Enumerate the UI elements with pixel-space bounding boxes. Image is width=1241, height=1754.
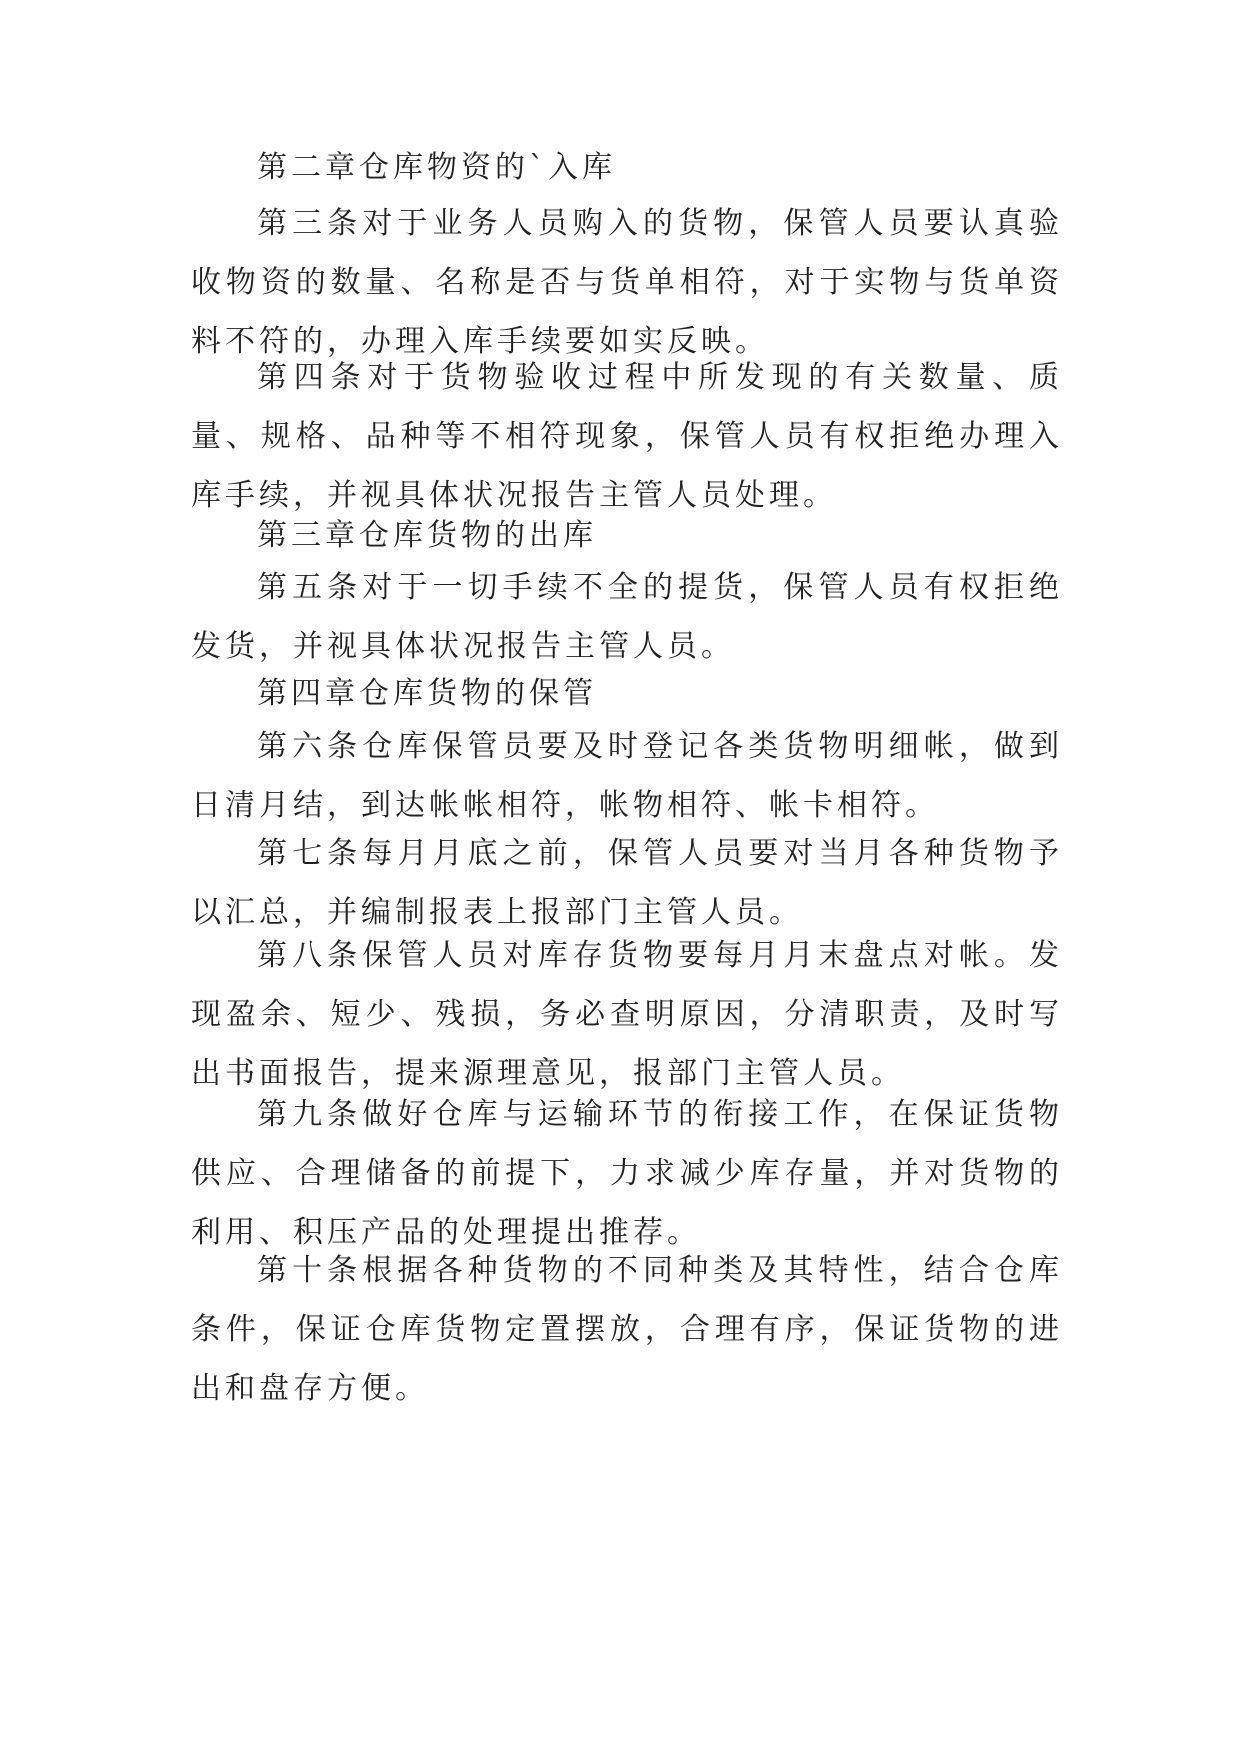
article-7-paragraph: 第七条每月月底之前，保管人员要对当月各种货物予以汇总，并编制报表上报部门主管人员。 (191, 836, 1063, 930)
article-6-paragraph: 第六条仓库保管员要及时登记各类货物明细帐，做到日清月结，到达帐帐相符，帐物相符、帐卡相符。 (191, 729, 1063, 823)
article-3-paragraph: 第三条对于业务人员购入的货物，保管人员要认真验收物资的数量、名称是否与货单相符，对于实物与货单资料不符的，办理入库手续要如实反映。 (191, 206, 1063, 359)
article-9-paragraph: 第九条做好仓库与运输环节的衔接工作，在保证货物供应、合理储备的前提下，力求减少库存量，并对货物的利用、积压产品的处理提出推荐。 (191, 1097, 1063, 1250)
article-8-paragraph: 第八条保管人员对库存货物要每月月末盘点对帐。发现盈余、短少、残损，务必查明原因，分清职责，及时写出书面报告，提来源理意见，报部门主管人员。 (191, 938, 1063, 1091)
chapter-3-heading: 第三章仓库货物的出库 (257, 518, 597, 553)
article-10-paragraph: 第十条根据各种货物的不同种类及其特性，结合仓库条件，保证仓库货物定置摆放，合理有序，保证货物的进出和盘存方便。 (191, 1253, 1063, 1406)
article-4-paragraph: 第四条对于货物验收过程中所发现的有关数量、质量、规格、品种等不相符现象，保管人员有权拒绝办理入库手续，并视具体状况报告主管人员处理。 (191, 360, 1063, 513)
article-5-paragraph: 第五条对于一切手续不全的提货，保管人员有权拒绝发货，并视具体状况报告主管人员。 (191, 570, 1063, 664)
chapter-2-heading: 第二章仓库物资的`入库 (257, 150, 616, 185)
chapter-4-heading: 第四章仓库货物的保管 (257, 676, 597, 711)
